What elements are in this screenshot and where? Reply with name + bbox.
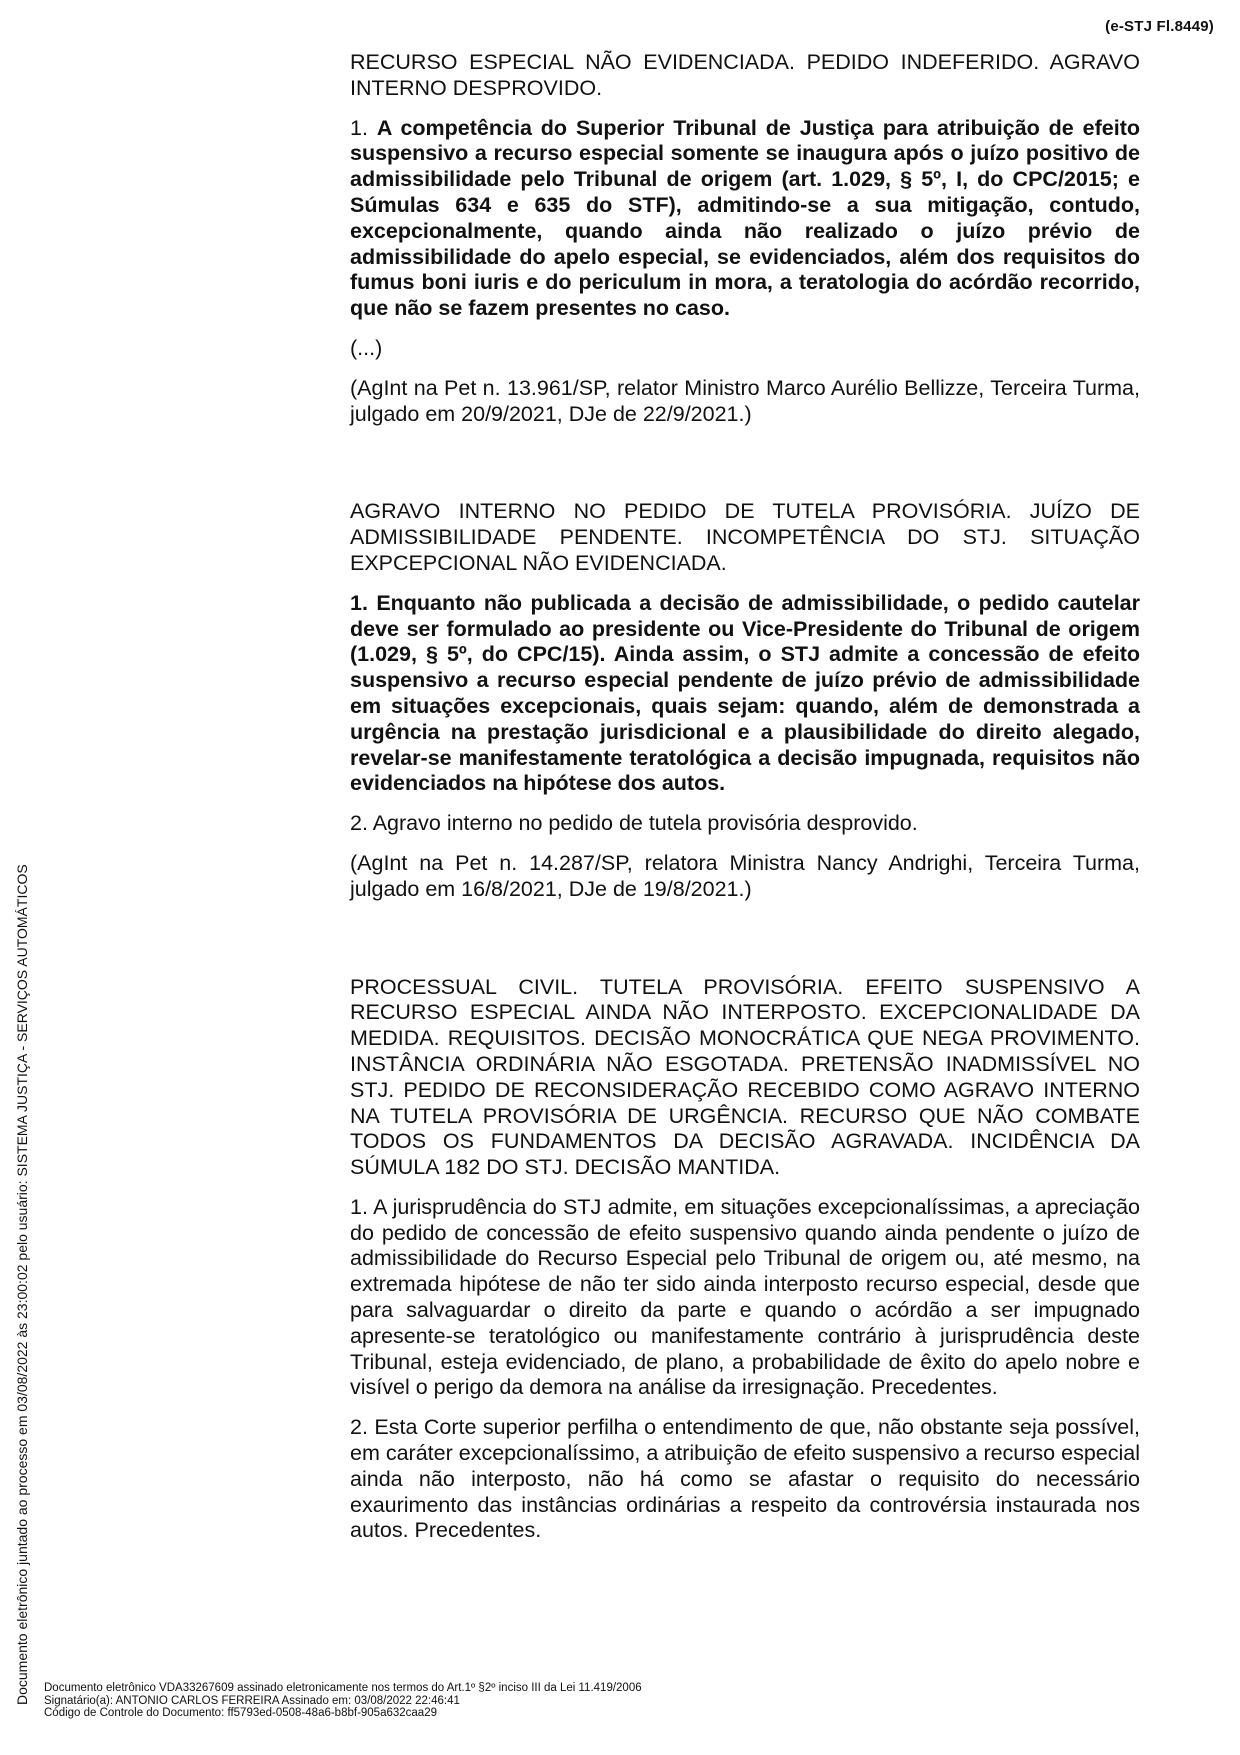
block2-item1: 1. Enquanto não publicada a decisão de admissibilidade, o pedido cautelar deve ser formulado ao presidente ou Vice-Presidente do Tribunal de origem (1.029, § 5º, do CPC/15). Ainda assim, o STJ admite a concessão de efeito suspensivo a recurso especial pendente de juízo prévio de admissibilidade em situações excepcionais, quais sejam: quando, além de demonstrada a urgência na prestação jurisdicional e a plausibilidade do direito alegado, revelar-se manifestamente teratológica a decisão impugnada, requisitos não evidenciados na hipótese dos autos.: [350, 590, 1140, 796]
signature-footer: [44, 1682, 642, 1720]
page-stamp: (e-STJ Fl.8449): [1105, 18, 1214, 35]
block2-item2: 2. Agravo interno no pedido de tutela provisória desprovido.: [350, 811, 918, 836]
block3-item1: 1. A jurisprudência do STJ admite, em situações excepcionalíssimas, a apreciação do pedido de concessão de efeito suspensivo quando ainda pendente o juízo de admissibilidade do Recurso Especial pelo Tribunal de origem ou, até mesmo, na extremada hipótese de não ter sido ainda interposto recurso especial, desde que para salvaguardar o direito da parte e quando o acórdão a ser impugnado apresente-se teratológico ou manifestamente contrário à jurisprudência deste Tribunal, esteja evidenciado, de plano, a probabilidade de êxito do apelo nobre e visível o perigo da demora na análise da irresignação. Precedentes.: [350, 1194, 1140, 1400]
footer-line-document: Documento eletrônico VDA33267609 assinado eletronicamente nos termos do Art.1º §2º inciso III da Lei 11.419/2006: [44, 1682, 642, 1694]
ementa-1: RECURSO ESPECIAL NÃO EVIDENCIADA. PEDIDO INDEFERIDO. AGRAVO INTERNO DESPROVIDO.: [350, 50, 1140, 100]
block1-item1-text: A competência do Superior Tribunal de Justiça para atribuição de efeito suspensivo a recurso especial somente se inaugura após o juízo positivo de admissibilidade pelo Tribunal de origem (art. 1.029, § 5º, I, do CPC/2015; e Súmulas 634 e 635 do STF), admitindo-se a sua mitigação, contudo, excepcionalmente, quando ainda não realizado o juízo prévio de admissibilidade do apelo especial, se evidenciados, além dos requisitos do fumus boni iuris e do periculum in mora, a teratologia do acórdão recorrido, que não se fazem presentes no caso.: [350, 115, 1140, 321]
block2-citation: (AgInt na Pet n. 14.287/SP, relatora Ministra Nancy Andrighi, Terceira Turma, julgado em 16/8/2021, DJe de 19/8/2021.): [350, 850, 1140, 901]
spacer: [350, 441, 1140, 499]
block1-item1: [350, 116, 1140, 322]
document-body: [350, 50, 1140, 1558]
block1-citation: (AgInt na Pet n. 13.961/SP, relator Ministro Marco Aurélio Bellizze, Terceira Turma, julgado em 20/9/2021, DJe de 22/9/2021.): [350, 375, 1140, 426]
side-note: Documento eletrônico juntado ao processo em 03/08/2022 às 23:00:02 pelo usuário: SISTEMA JUSTIÇA - SERVIÇOS AUTOMÁTICOS: [14, 864, 30, 1705]
ementa-2: AGRAVO INTERNO NO PEDIDO DE TUTELA PROVISÓRIA. JUÍZO DE ADMISSIBILIDADE PENDENTE. INCOMPETÊNCIA DO STJ. SITUAÇÃO EXPCEPCIONAL NÃO EVIDENCIADA.: [350, 499, 1140, 575]
block1-ellipsis: (...): [350, 335, 383, 360]
spacer: [350, 917, 1140, 975]
ementa-3: PROCESSUAL CIVIL. TUTELA PROVISÓRIA. EFEITO SUSPENSIVO A RECURSO ESPECIAL AINDA NÃO INTERPOSTO. EXCEPCIONALIDADE DA MEDIDA. REQUISITOS. DECISÃO MONOCRÁTICA QUE NEGA PROVIMENTO. INSTÂNCIA ORDINÁRIA NÃO ESGOTADA. PRETENSÃO INADMISSÍVEL NO STJ. PEDIDO DE RECONSIDERAÇÃO RECEBIDO COMO AGRAVO INTERNO NA TUTELA PROVISÓRIA DE URGÊNCIA. RECURSO QUE NÃO COMBATE TODOS OS FUNDAMENTOS DA DECISÃO AGRAVADA. INCIDÊNCIA DA SÚMULA 182 DO STJ. DECISÃO MANTIDA.: [350, 974, 1140, 1180]
footer-line-control-code: Código de Controle do Documento: ff5793ed-0508-48a6-b8bf-905a632caa29: [44, 1707, 437, 1719]
block1-item1-number: 1.: [350, 115, 368, 140]
block3-item2: 2. Esta Corte superior perfilha o entendimento de que, não obstante seja possível, em caráter excepcionalíssimo, a atribuição de efeito suspensivo a recurso especial ainda não interposto, não há como se afastar o requisito do necessário exaurimento das instâncias ordinárias a respeito da controvérsia instaurada nos autos. Precedentes.: [350, 1415, 1140, 1543]
footer-line-signatory: Signatário(a): ANTONIO CARLOS FERREIRA Assinado em: 03/08/2022 22:46:41: [44, 1694, 460, 1707]
